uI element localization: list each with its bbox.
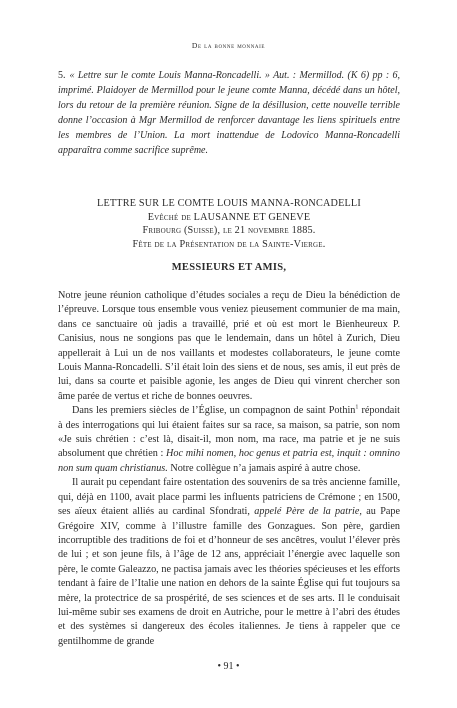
paragraph-3-part-b: au Pape Grégoire XIV, comme à l’illustre famille des Gonzagues. Son père, gardien incorruptible des traditions de foi et d’honneur de ses ancêtres, voulut l’élever près de lui ; et son jeune fils, à l’âge de 12 ans, appréciait l’énergie avec laquelle son père, le comte Galeazzo, ne pactisa jamais avec les théories spécieuses et les efforts tendant à faire de l’Italie une nation en dehors de la sainte Église qui fut toujours sa mère, la protectrice de sa prospérité, de ses sciences et de ses arts. Il le conduisait lui-même subir ses examens de droit en Autriche, pour le mettre à l’abri des études et des systèmes si dangereux des écoles italiennes. Je tiens à rappeler que ce gentilhomme de grande	[58, 506, 401, 647]
paragraph-1: Notre jeune réunion catholique d’études sociales a reçu de Dieu la bénédiction de l’épreuve. Lorsque tous ensemble vous veniez pieusement communier de ma main, dans ce sanctuaire où jadis a travaillé, prié et où est mort le Bienheureux P. Canisius, nous ne songions pas que le lendemain, dans un hôtel à Zurich, Dieu appellerait à Lui un de nos vaillants et modestes collaborateurs, le jeune comte Louis Manna-Roncadelli. S’il était loin des siens et de nous, ses amis, il eut près de lui, dans sa courte et paisible agonie, les anges de Dieu qui vinrent chercher son âme parée de vertus et riche de bonnes oeuvres.	[58, 290, 400, 402]
paragraph-3	[58, 476, 400, 649]
salutation: MESSIEURS ET AMIS,	[171, 262, 287, 273]
paragraph-2	[58, 404, 400, 476]
footnote-number: 5.	[58, 70, 66, 81]
latin-quote: Hoc mihi nomen, hoc genus et patria est, inquit : omnino non sum quam christianus.	[58, 448, 400, 474]
footnote	[58, 68, 400, 158]
letter-issuer: Evêché de LAUSANNE ET GENEVE	[147, 211, 311, 223]
letter-place-date: Fribourg (Suisse), le 21 novembre 1885.	[142, 225, 316, 237]
paragraph-3-italic: appelé Père de la patrie,	[254, 506, 362, 518]
paragraph-3-part-a: Il aurait pu cependant faire ostentation des souvenirs de sa très ancienne famille, qui, déjà en 1100, avait place parmi les influents patriciens de Crémone ; en 1500, ses aïeux étaient alliés au cardinal Sfondrati,	[58, 477, 400, 518]
footnote-ref: 1	[355, 404, 359, 411]
footnote-text: « Lettre sur le comte Louis Manna-Roncadelli. » Aut. : Mermillod. (K 6) pp : 6, imprimé. Plaidoyer de Mermillod pour le jeune comte Manna, décédé dans un hôtel, lors du retour de la première réunion. Signe de la désillusion, cette nouvelle terrible donne l’occasion à Mgr Mermillod de renforcer davantage les liens spirituels entre les membres de l’Union. La mort inattendue de Lodovico Manna-Roncadelli apparaîtra comme sacrifice suprême.	[58, 70, 400, 156]
paragraph-2-part-b: répondait à des interrogations qui lui étaient faites sur sa race, sa maison, sa patrie, son nom «Je suis chrétien : c’est là, disait-il, mon nom, ma race, ma patrie et je ne suis absolument que chrétien :	[58, 405, 400, 460]
letter-body	[58, 289, 400, 649]
running-head: De la bonne monnaie	[191, 41, 266, 50]
page-number: • 91 •	[217, 661, 240, 672]
letter-feast: Fête de la Présentation de la Sainte-Vierge.	[132, 238, 326, 250]
letter-title: LETTRE SUR LE COMTE LOUIS MANNA-RONCADELLI	[97, 198, 361, 209]
letter-heading	[58, 197, 400, 251]
paragraph-2-part-a: Dans les premiers siècles de l’Église, un compagnon de saint Pothin	[72, 405, 356, 417]
paragraph-2-part-c: Notre collègue n’a jamais aspiré à autre chose.	[167, 462, 361, 474]
